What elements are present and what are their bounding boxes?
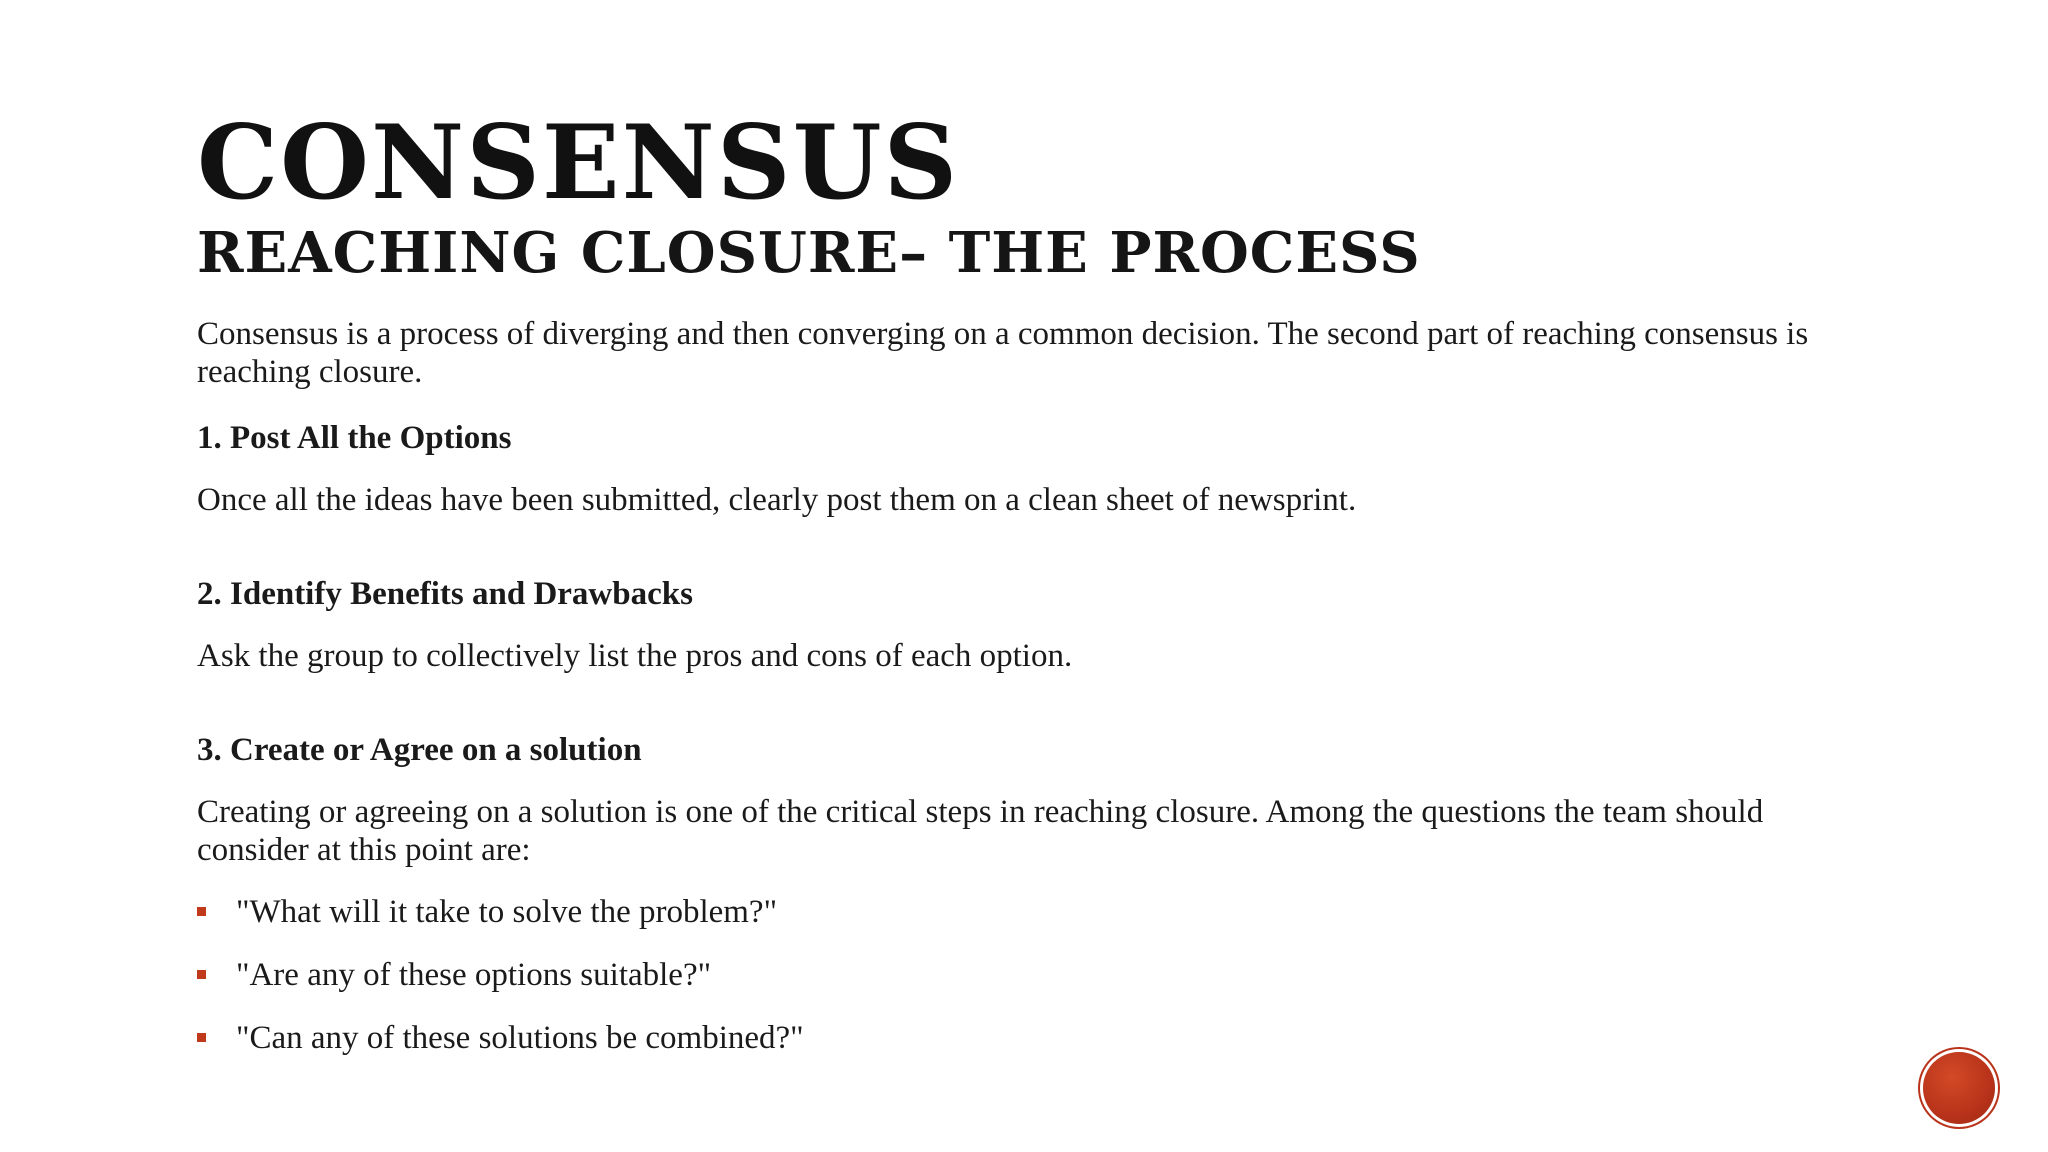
- slide-title: CONSENSUS: [197, 103, 960, 223]
- title-block: [197, 103, 1897, 286]
- step-heading: 1. Post All the Options: [197, 420, 512, 456]
- intro-paragraph: Consensus is a process of diverging and then converging on a common decision. The second part of reaching consensus is reaching closure.: [197, 316, 1809, 390]
- step-text: Ask the group to collectively list the pros and cons of each option.: [197, 638, 1073, 674]
- circle-nav-button-icon[interactable]: [1923, 1052, 1995, 1124]
- bullet-item: [197, 956, 1857, 994]
- step-text: Creating or agreeing on a solution is one of the critical steps in reaching closure. Among the questions the team should consider at this point are:: [197, 794, 1764, 868]
- bullet-item: [197, 893, 1857, 931]
- step-text: Once all the ideas have been submitted, clearly post them on a clean sheet of newsprint.: [197, 482, 1357, 518]
- square-bullet-icon: [197, 907, 206, 916]
- bullet-list: [197, 893, 1857, 1057]
- bullet-item: [197, 1019, 1857, 1057]
- step-heading: 2. Identify Benefits and Drawbacks: [197, 576, 693, 612]
- bullet-text: "Are any of these options suitable?": [236, 957, 712, 993]
- step-heading: 3. Create or Agree on a solution: [197, 732, 642, 768]
- slide-subtitle: REACHING CLOSURE– THE PROCESS: [197, 220, 1421, 286]
- square-bullet-icon: [197, 1033, 206, 1042]
- slide-content: [197, 315, 1857, 1082]
- square-bullet-icon: [197, 970, 206, 979]
- bullet-text: "Can any of these solutions be combined?": [236, 1020, 804, 1056]
- bullet-text: "What will it take to solve the problem?": [236, 894, 778, 930]
